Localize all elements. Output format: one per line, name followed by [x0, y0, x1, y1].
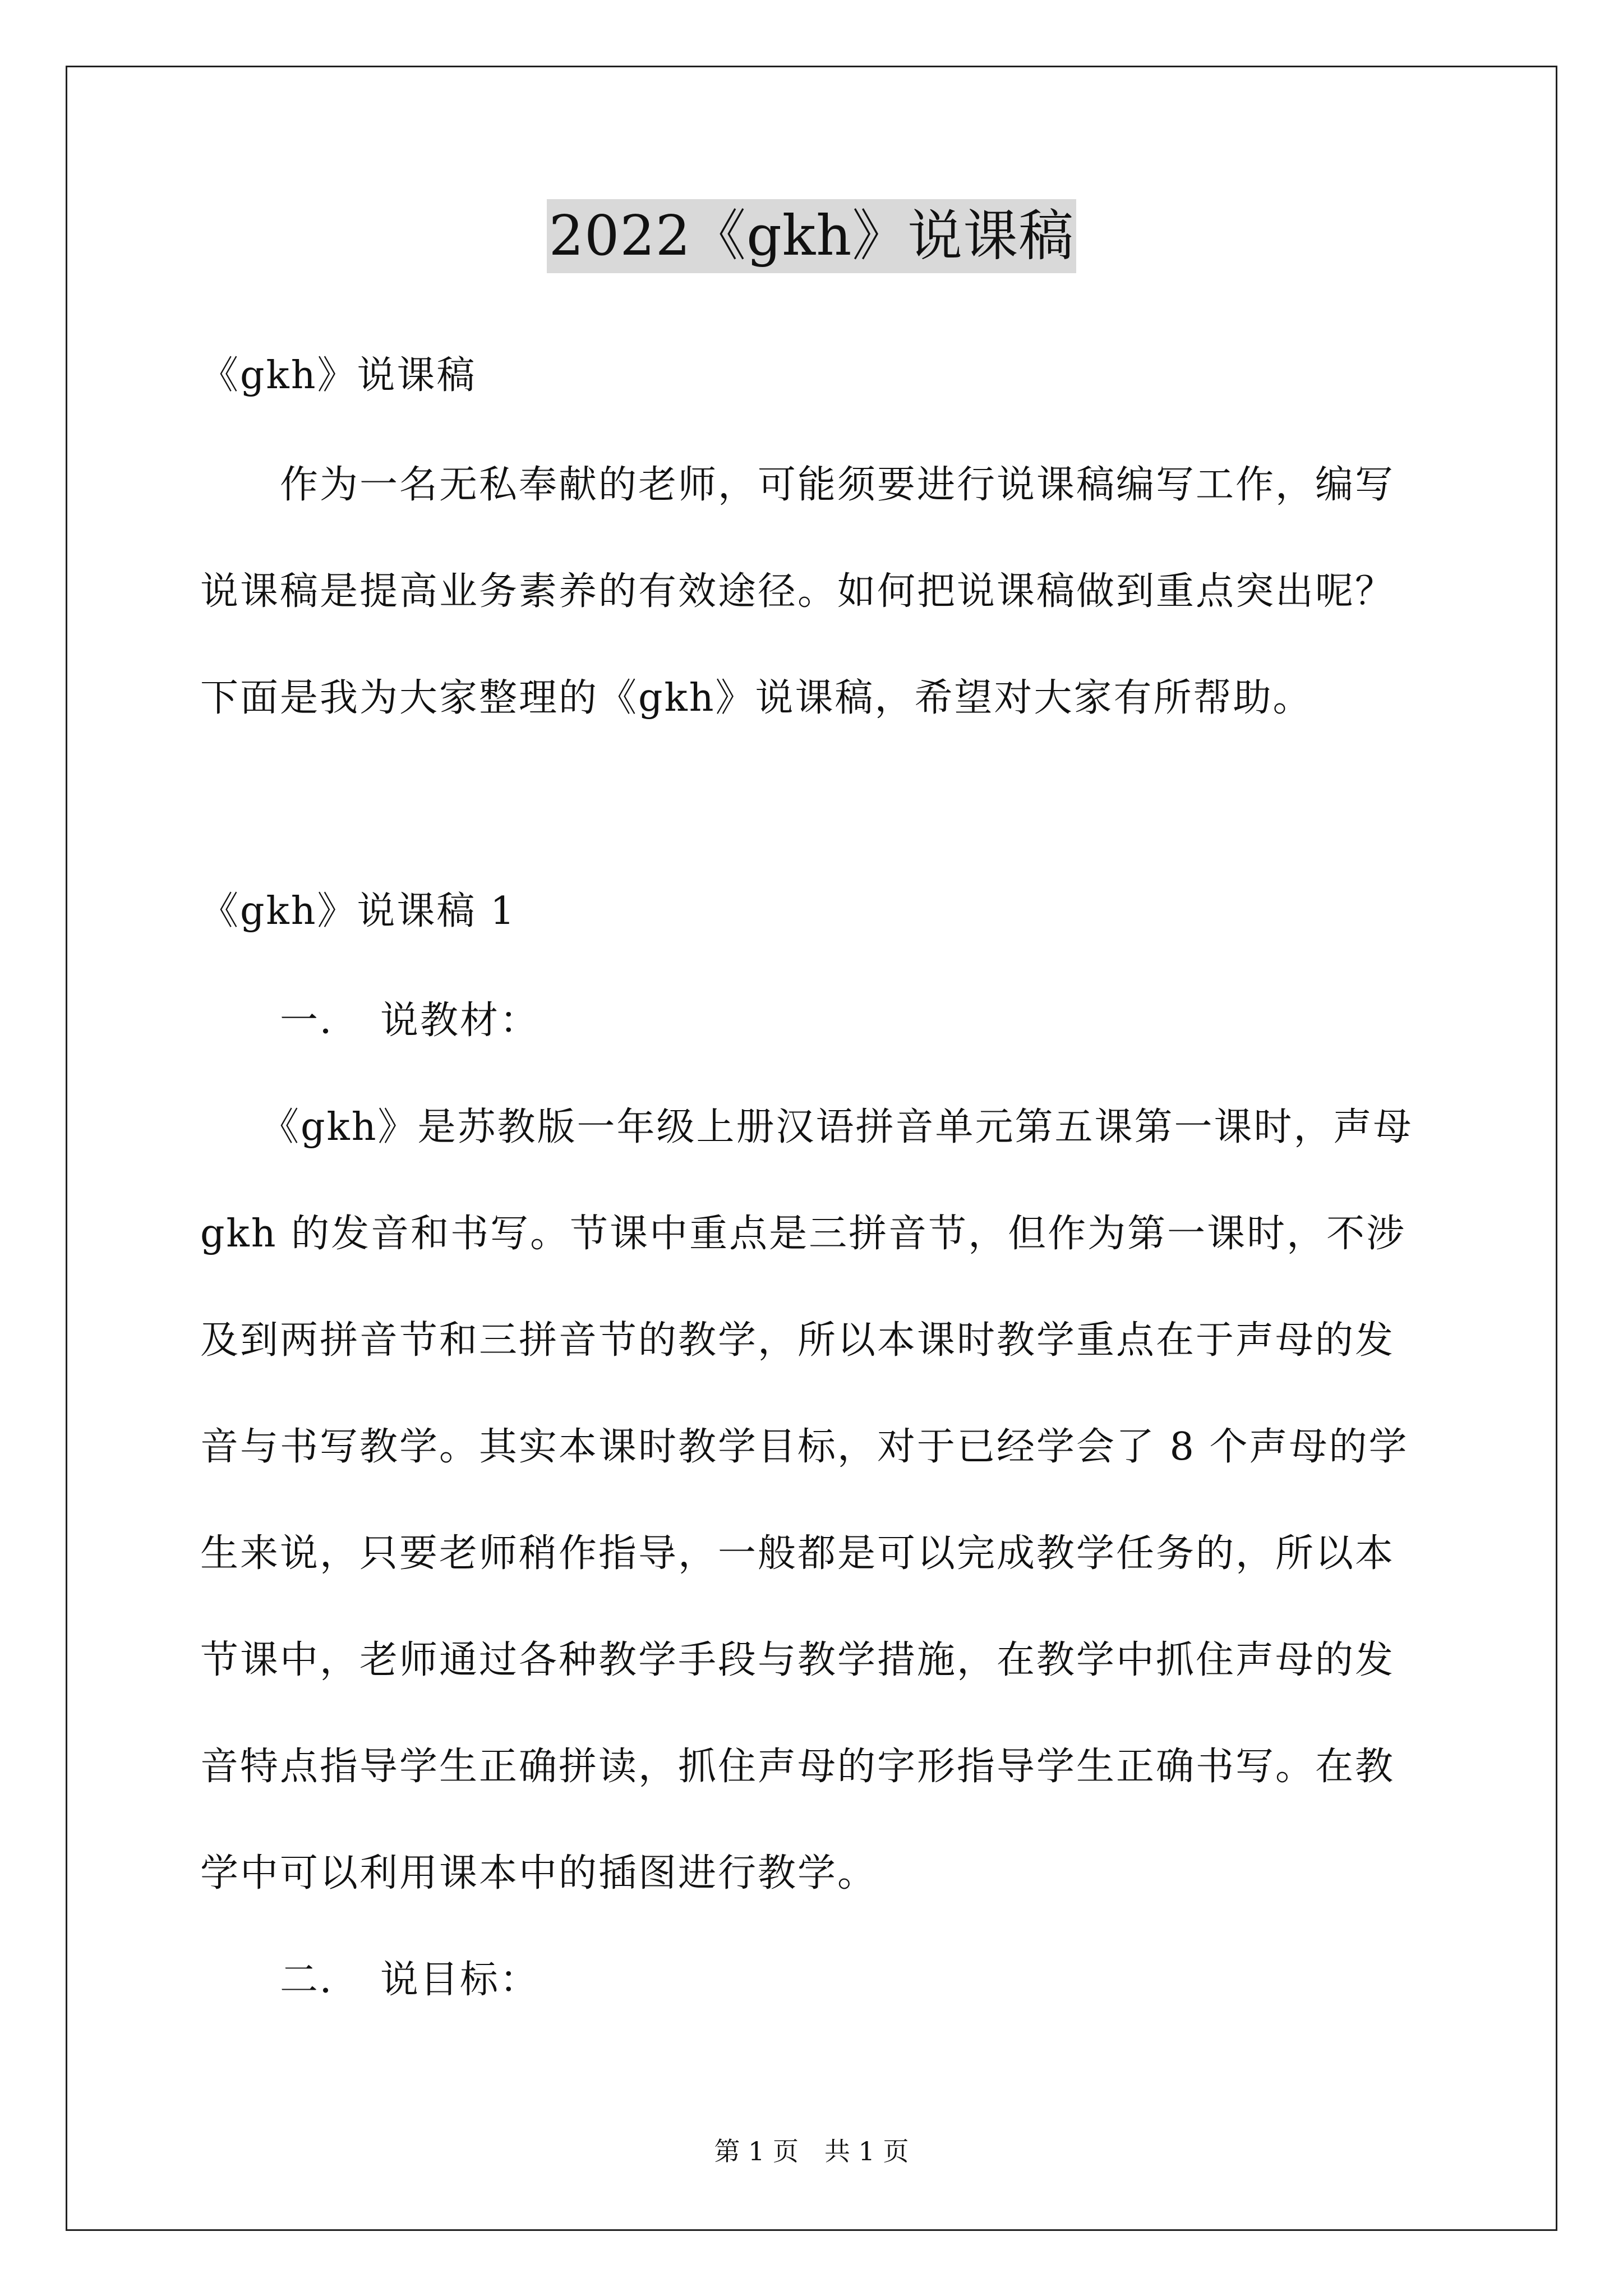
paragraph-line: 学中可以利用课本中的插图进行教学。 [200, 1851, 878, 1895]
paragraph-line: 说课稿是提高业务素养的有效途径。如何把说课稿做到重点突出呢？ [200, 569, 1395, 614]
paragraph-line: gkh 的发音和书写。节课中重点是三拼音节，但作为第一课时，不涉 [200, 1212, 1407, 1256]
paragraph-line: 生来说，只要老师稍作指导，一般都是可以完成教学任务的，所以本 [200, 1531, 1395, 1576]
paragraph-line: 《gkh》是苏教版一年级上册汉语拼音单元第五课第一课时，声母 [200, 1105, 1413, 1149]
page-footer: 第 1 页 共 1 页 [714, 2136, 909, 2166]
title-container [0, 199, 1623, 273]
paragraph-line: 音特点指导学生正确拼读，抓住声母的字形指导学生正确书写。在教 [200, 1745, 1395, 1789]
subsection-heading: 二． 说目标： [200, 1958, 540, 2002]
paragraph-line: 节课中，老师通过各种教学手段与教学措施，在教学中抓住声母的发 [200, 1638, 1395, 1682]
paragraph-line: 下面是我为大家整理的《gkh》说课稿，希望对大家有所帮助。 [200, 676, 1313, 720]
subsection-heading: 一． 说教材： [200, 999, 540, 1043]
section-heading: 《gkh》说课稿 1 [200, 889, 517, 933]
paragraph-line: 作为一名无私奉献的老师，可能须要进行说课稿编写工作，编写 [200, 463, 1395, 507]
paragraph-line: 及到两拼音节和三拼音节的教学，所以本课时教学重点在于声母的发 [200, 1318, 1395, 1363]
subtitle-line: 《gkh》说课稿 [200, 353, 477, 398]
document-title: 2022《gkh》说课稿 [547, 199, 1077, 273]
paragraph-line: 音与书写教学。其实本课时教学目标，对于已经学会了 8 个声母的学 [200, 1425, 1409, 1469]
